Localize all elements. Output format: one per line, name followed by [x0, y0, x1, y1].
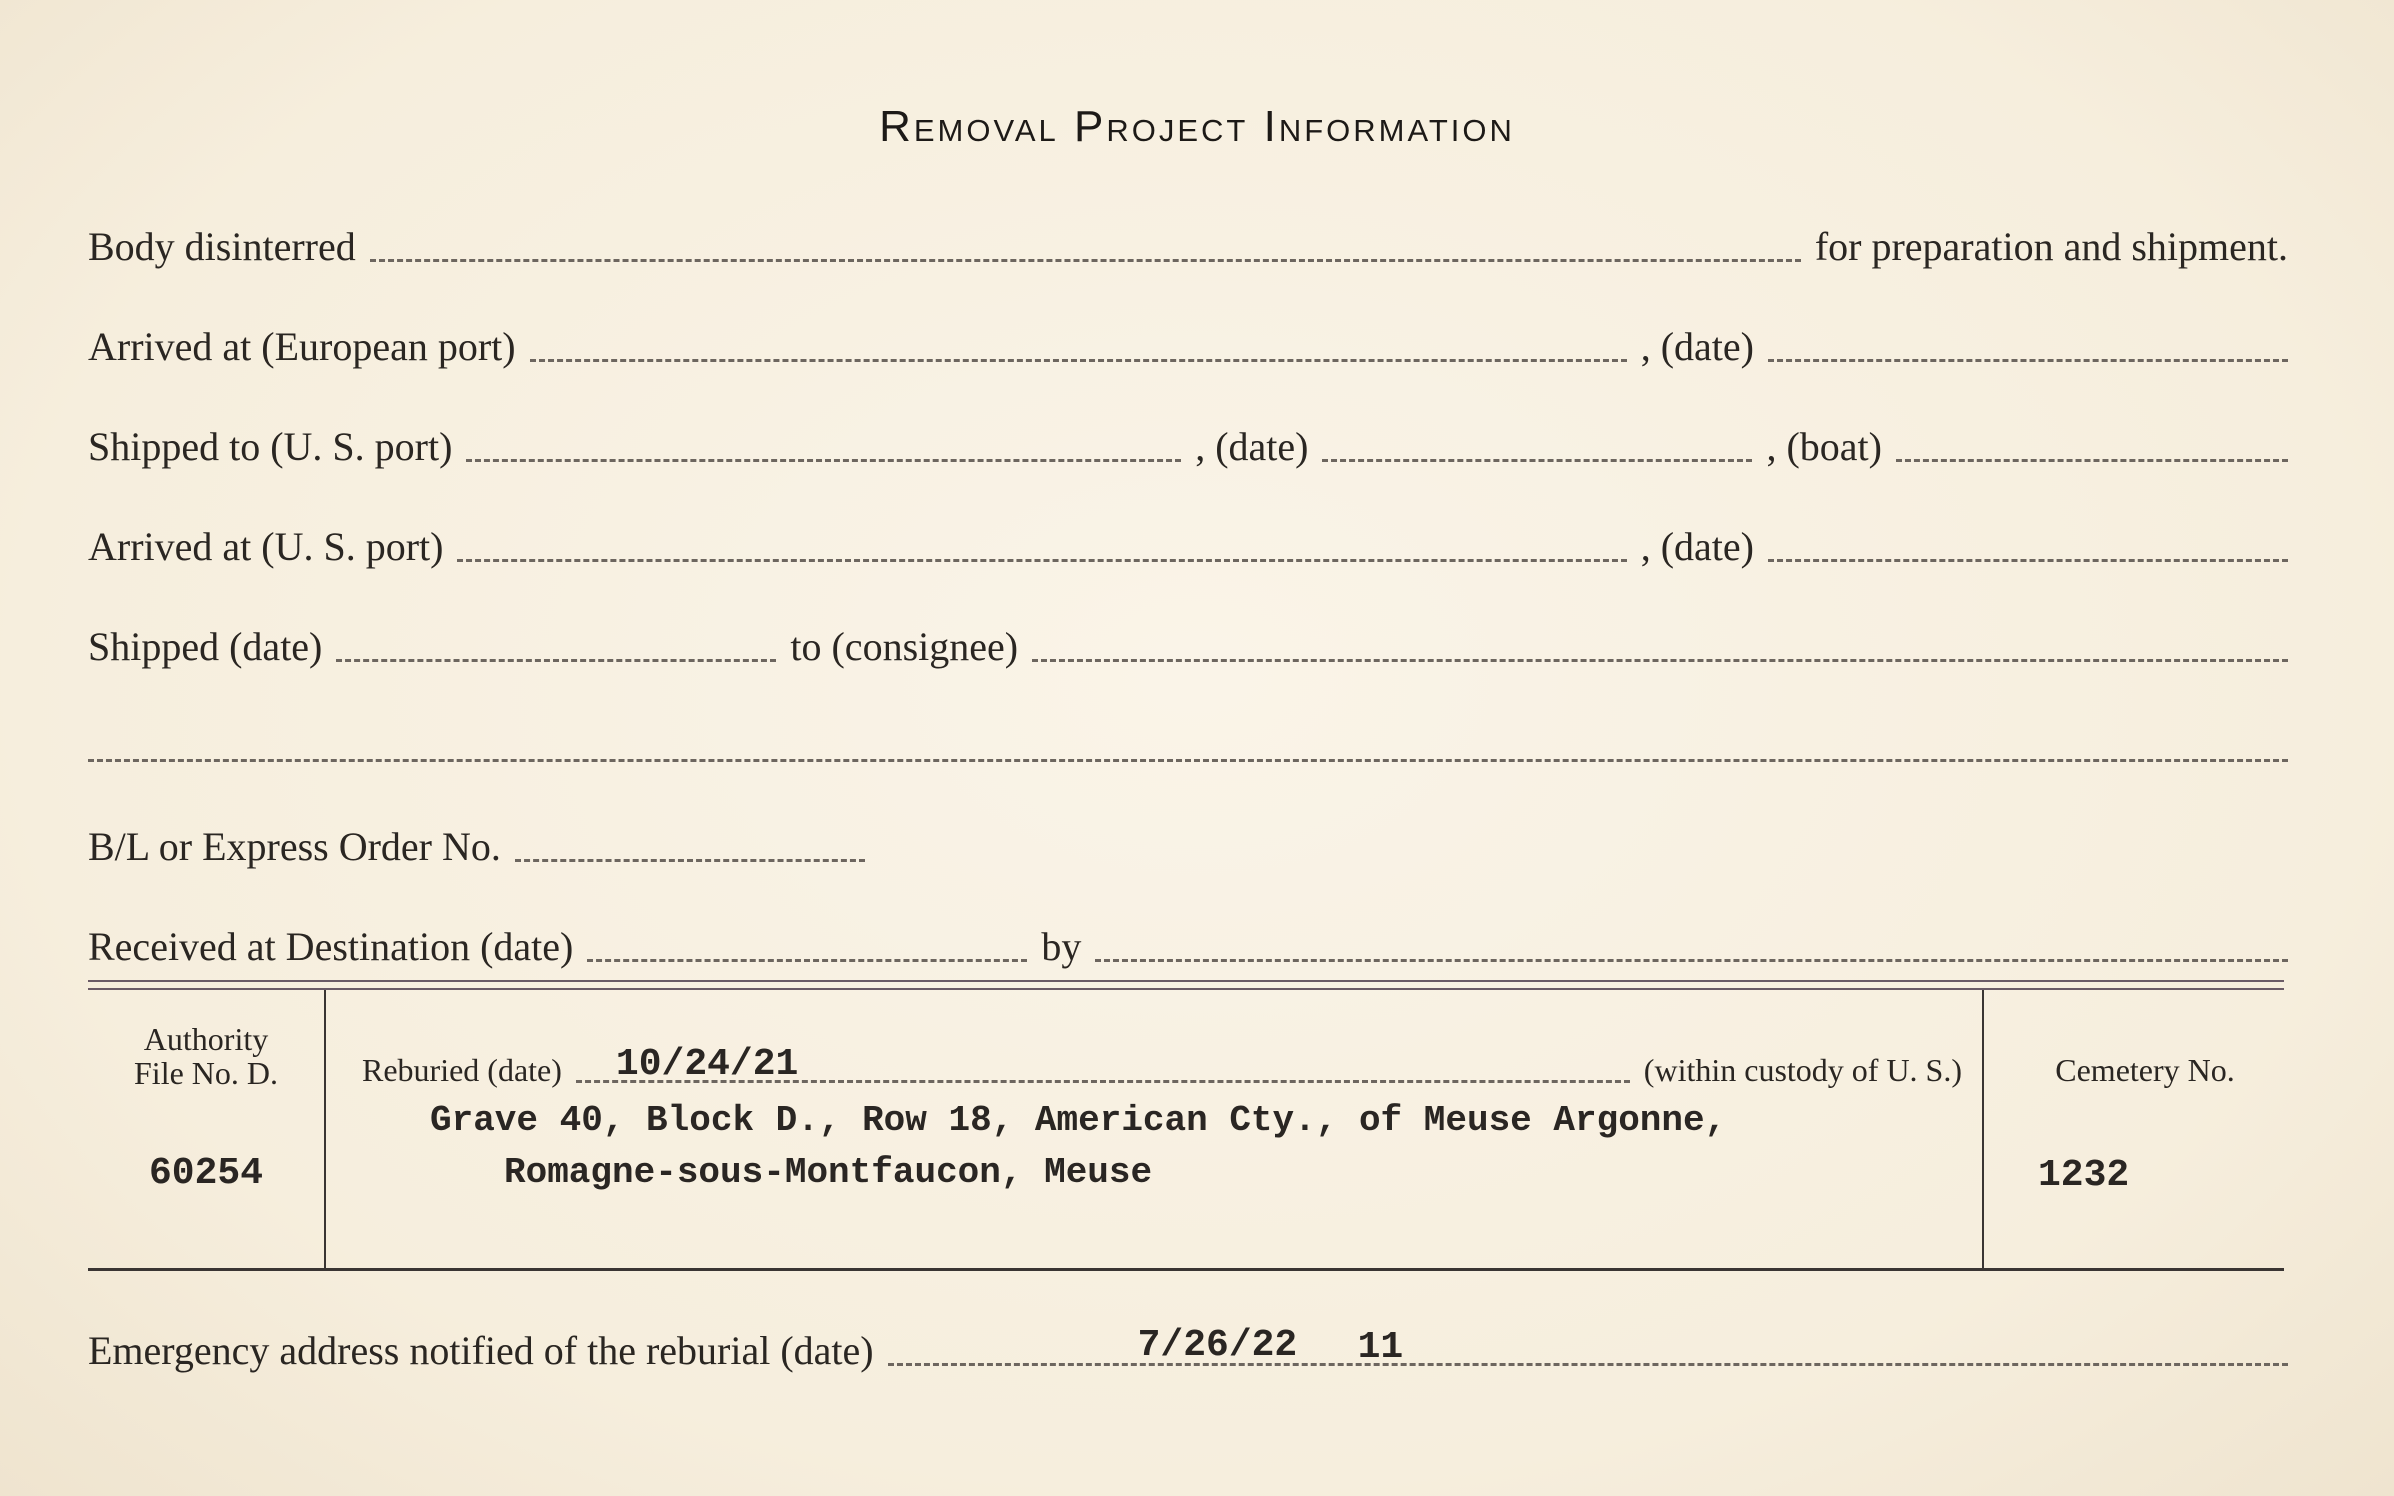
arrived-us-port-field[interactable] [457, 557, 1626, 562]
row-bl-order [88, 812, 2288, 872]
reburied-date-field[interactable] [576, 1043, 1630, 1086]
grave-location-line-2: Romagne-sous-Montfaucon, Meuse [504, 1152, 1153, 1193]
shipped-date-label: Shipped (date) [88, 624, 323, 669]
consignee-label: to (consignee) [790, 624, 1019, 669]
arrived-us-date-label: , (date) [1640, 524, 1754, 569]
cemetery-number: 1232 [2038, 1154, 2130, 1197]
bl-order-label: B/L or Express Order No. [88, 824, 501, 869]
received-date-field[interactable] [587, 957, 1027, 962]
bl-order-field[interactable] [515, 857, 865, 862]
row-emergency [88, 1316, 2288, 1376]
us-port-field[interactable] [466, 457, 1181, 462]
page-title: Removal Project Information [879, 102, 1515, 151]
european-port-field[interactable] [530, 357, 1627, 362]
boat-label: , (boat) [1766, 424, 1882, 469]
body-disinterred-field[interactable] [370, 257, 1801, 262]
emergency-label: Emergency address notified of the reburial (date) [88, 1328, 874, 1373]
reburied-row [362, 1043, 1962, 1089]
row-body-disinterred [88, 212, 2288, 272]
arrived-us-label: Arrived at (U. S. port) [88, 524, 444, 569]
column-divider [324, 990, 326, 1268]
received-by-field[interactable] [1095, 957, 2288, 962]
authority-label-line: Authority [143, 1021, 269, 1057]
custody-label: (within custody of U. S.) [1643, 1052, 1962, 1088]
consignee-field[interactable] [1032, 657, 2288, 662]
consignee-continuation-field[interactable] [88, 757, 2288, 762]
row-received [88, 912, 2288, 972]
section-divider [88, 980, 2284, 990]
reburied-date: 10/24/21 [615, 1043, 799, 1086]
shipped-date-field[interactable] [336, 657, 776, 662]
authority-label [96, 1022, 316, 1090]
shipped-to-label: Shipped to (U. S. port) [88, 424, 453, 469]
received-label: Received at Destination (date) [88, 924, 574, 969]
row-arrived-european [88, 312, 2288, 372]
arrived-us-date-field[interactable] [1768, 557, 2288, 562]
file-no-label: File No. D. [134, 1055, 278, 1091]
row-arrived-us [88, 512, 2288, 572]
preparation-shipment-text: for preparation and shipment. [1814, 224, 2288, 269]
cemetery-label: Cemetery No. [2055, 1052, 2235, 1088]
section-bottom-rule [88, 1268, 2284, 1271]
row-shipped-date [88, 612, 2288, 672]
row-consignee-continued [88, 712, 2288, 772]
file-number: 60254 [148, 1152, 264, 1195]
boat-field[interactable] [1896, 457, 2288, 462]
arrived-european-date-field[interactable] [1768, 357, 2288, 362]
reburied-label: Reburied (date) [362, 1052, 562, 1088]
row-shipped-to [88, 412, 2288, 472]
shipped-to-date-label: , (date) [1195, 424, 1309, 469]
arrived-european-date-label: , (date) [1640, 324, 1754, 369]
body-disinterred-label: Body disinterred [88, 224, 356, 269]
arrived-european-label: Arrived at (European port) [88, 324, 516, 369]
by-label: by [1041, 924, 1082, 969]
emergency-date: 7/26/22 [1137, 1324, 1298, 1367]
grave-location-line-1: Grave 40, Block D., Row 18, American Cty., of Meuse Argonne, [430, 1100, 1727, 1141]
emergency-initials: 11 [1357, 1326, 1404, 1369]
emergency-date-field[interactable] [888, 1324, 2288, 1369]
column-divider [1982, 990, 1984, 1268]
shipped-to-date-field[interactable] [1322, 457, 1752, 462]
